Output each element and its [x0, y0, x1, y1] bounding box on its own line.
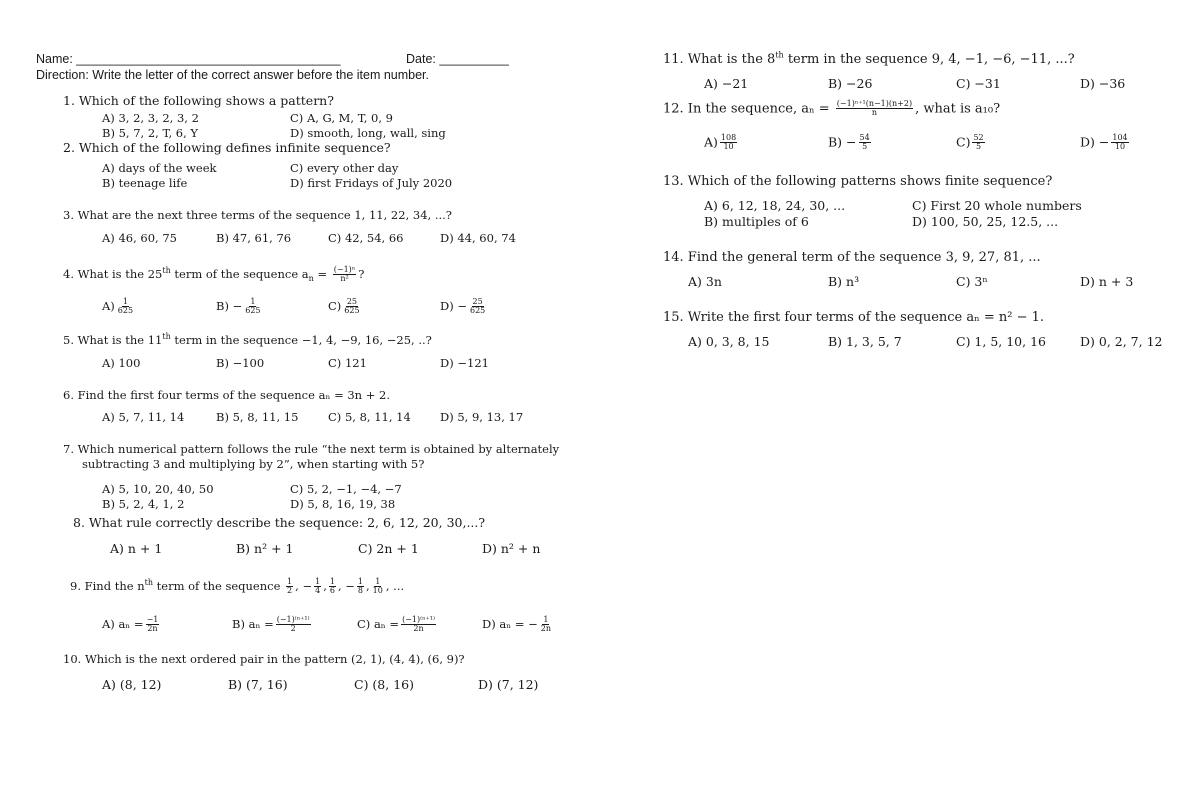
q9-option-a: A) aₙ = $\frac{-1}{2n}$: [102, 615, 159, 634]
q13-stem: 13. Which of the following patterns shows finite sequence?: [663, 174, 1053, 189]
q15-option-c: C) 1, 5, 10, 16: [956, 334, 1046, 349]
q11-stem: 11. What is the 8th term in the sequence 9, 4, −1, −6, −11, ...?: [663, 50, 1075, 67]
q8-option-c: C) 2n + 1: [358, 541, 419, 556]
q10-option-d: D) (7, 12): [478, 677, 539, 692]
q6-option-a: A) 5, 7, 11, 14: [102, 410, 185, 424]
q6-stem: 6. Find the first four terms of the sequence aₙ = 3n + 2.: [63, 388, 391, 402]
q13-option-d: D) 100, 50, 25, 12.5, ...: [912, 214, 1059, 229]
q1-stem: 1. Which of the following shows a pattern?: [63, 93, 334, 108]
q6-option-d: D) 5, 9, 13, 17: [440, 410, 524, 424]
q5-stem: 5. What is the 11th term in the sequence −1, 4, −9, 16, −25, ..?: [63, 332, 432, 347]
q2-option-b: B) teenage life: [102, 176, 188, 190]
q8-option-a: A) n + 1: [110, 541, 163, 556]
q1-option-b: B) 5, 7, 2, T, 6, Y: [102, 126, 198, 140]
q5-option-b: B) −100: [216, 356, 265, 370]
q3-option-d: D) 44, 60, 74: [440, 231, 516, 245]
q15-option-b: B) 1, 3, 5, 7: [828, 334, 902, 349]
q15-stem: 15. Write the first four terms of the sequence aₙ = n² − 1.: [663, 310, 1045, 325]
q4-option-c: C) $\frac{25}{625}$: [328, 297, 360, 316]
q7-option-d: D) 5, 8, 16, 19, 38: [290, 497, 396, 511]
name-field-label: Name: ______________________________________: [36, 52, 341, 66]
q12-option-c: C) $\frac{52}{5}$: [956, 133, 984, 152]
q8-stem: 8. What rule correctly describe the sequence: 2, 6, 12, 20, 30,...?: [73, 515, 486, 530]
q9-option-c: C) aₙ = $\frac{\text{(−1)⁽ⁿ⁺¹⁾}}{2n}$: [357, 615, 435, 634]
q7-option-c: C) 5, 2, −1, −4, −7: [290, 482, 402, 496]
q4-stem: 4. What is the 25th term of the sequence $a_n$ = $\frac{\text{(−1)ⁿ}}{\text{n²}}$ ?: [63, 265, 365, 284]
q15-option-a: A) 0, 3, 8, 15: [688, 334, 770, 349]
q15-option-d: D) 0, 2, 7, 12: [1080, 334, 1163, 349]
q11-option-b: B) −26: [828, 76, 873, 91]
q12-option-a: A) $\frac{108}{10}$: [704, 133, 737, 152]
q7-option-a: A) 5, 10, 20, 40, 50: [102, 482, 214, 496]
q8-option-d: D) n² + n: [482, 541, 541, 556]
q13-option-c: C) First 20 whole numbers: [912, 198, 1082, 213]
q2-option-c: C) every other day: [290, 161, 399, 175]
date-field-label: Date: __________: [406, 52, 509, 66]
q14-option-a: A) 3n: [688, 274, 722, 289]
q3-option-b: B) 47, 61, 76: [216, 231, 292, 245]
q14-option-b: B) n³: [828, 274, 860, 289]
q2-stem: 2. Which of the following defines infinite sequence?: [63, 140, 391, 155]
q12-option-b: B) − $\frac{54}{5}$: [828, 133, 870, 152]
q14-option-d: D) n + 3: [1080, 274, 1134, 289]
q6-option-c: C) 5, 8, 11, 14: [328, 410, 411, 424]
q5-option-d: D) −121: [440, 356, 489, 370]
q11-option-c: C) −31: [956, 76, 1001, 91]
q1-option-d: D) smooth, long, wall, sing: [290, 126, 446, 140]
q7-stem-line1: 7. Which numerical pattern follows the rule “the next term is obtained by alternately: [63, 442, 560, 456]
direction-text: Direction: Write the letter of the correct answer before the item number.: [36, 68, 429, 82]
q9-stem: 9. Find the $n^{th}$ term of the sequence $\frac{1}{2}$ , − $\frac{1}{4}$ , $\frac{1}{6}$ , − $\frac{1}{8}$ , $\frac{1}{10}$ , ...: [70, 577, 405, 596]
q9-option-d: D) aₙ = − $\frac{1}{2n}$: [482, 615, 552, 634]
q12-option-d: D) − $\frac{104}{10}$: [1080, 133, 1128, 152]
q10-option-b: B) (7, 16): [228, 677, 288, 692]
q14-option-c: C) 3ⁿ: [956, 274, 988, 289]
q13-option-b: B) multiples of 6: [704, 214, 809, 229]
q5-option-c: C) 121: [328, 356, 367, 370]
q14-stem: 14. Find the general term of the sequence 3, 9, 27, 81, ...: [663, 250, 1041, 265]
q4-option-b: B) − $\frac{1}{625}$: [216, 297, 261, 316]
q5-option-a: A) 100: [102, 356, 141, 370]
q9-option-b: B) aₙ = $\frac{\text{(−1)⁽ⁿ⁺¹⁾}}{2}$: [232, 615, 310, 634]
q10-option-a: A) (8, 12): [102, 677, 162, 692]
q4-option-a: A) $\frac{1}{625}$: [102, 297, 134, 316]
q2-option-a: A) days of the week: [102, 161, 217, 175]
q2-option-d: D) first Fridays of July 2020: [290, 176, 453, 190]
q3-option-a: A) 46, 60, 75: [102, 231, 177, 245]
q3-stem: 3. What are the next three terms of the sequence 1, 11, 22, 34, ...?: [63, 208, 452, 222]
q11-option-a: A) −21: [704, 76, 749, 91]
q1-option-a: A) 3, 2, 3, 2, 3, 2: [102, 111, 199, 125]
q12-stem: 12. In the sequence, aₙ = $\frac{\text{(−1)ⁿ⁺¹(n−1)(n+2)}}{n}$ , what is a₁₀?: [663, 99, 1001, 118]
q3-option-c: C) 42, 54, 66: [328, 231, 404, 245]
q7-option-b: B) 5, 2, 4, 1, 2: [102, 497, 185, 511]
q6-option-b: B) 5, 8, 11, 15: [216, 410, 299, 424]
q7-stem-line2: subtracting 3 and multiplying by 2”, when starting with 5?: [82, 457, 425, 471]
q4-option-d: D) − $\frac{25}{625}$: [440, 297, 486, 316]
q13-option-a: A) 6, 12, 18, 24, 30, ...: [704, 198, 846, 213]
q10-stem: 10. Which is the next ordered pair in the pattern (2, 1), (4, 4), (6, 9)?: [63, 652, 465, 666]
q11-option-d: D) −36: [1080, 76, 1126, 91]
q8-option-b: B) n² + 1: [236, 541, 294, 556]
q10-option-c: C) (8, 16): [354, 677, 414, 692]
q1-option-c: C) A, G, M, T, 0, 9: [290, 111, 393, 125]
